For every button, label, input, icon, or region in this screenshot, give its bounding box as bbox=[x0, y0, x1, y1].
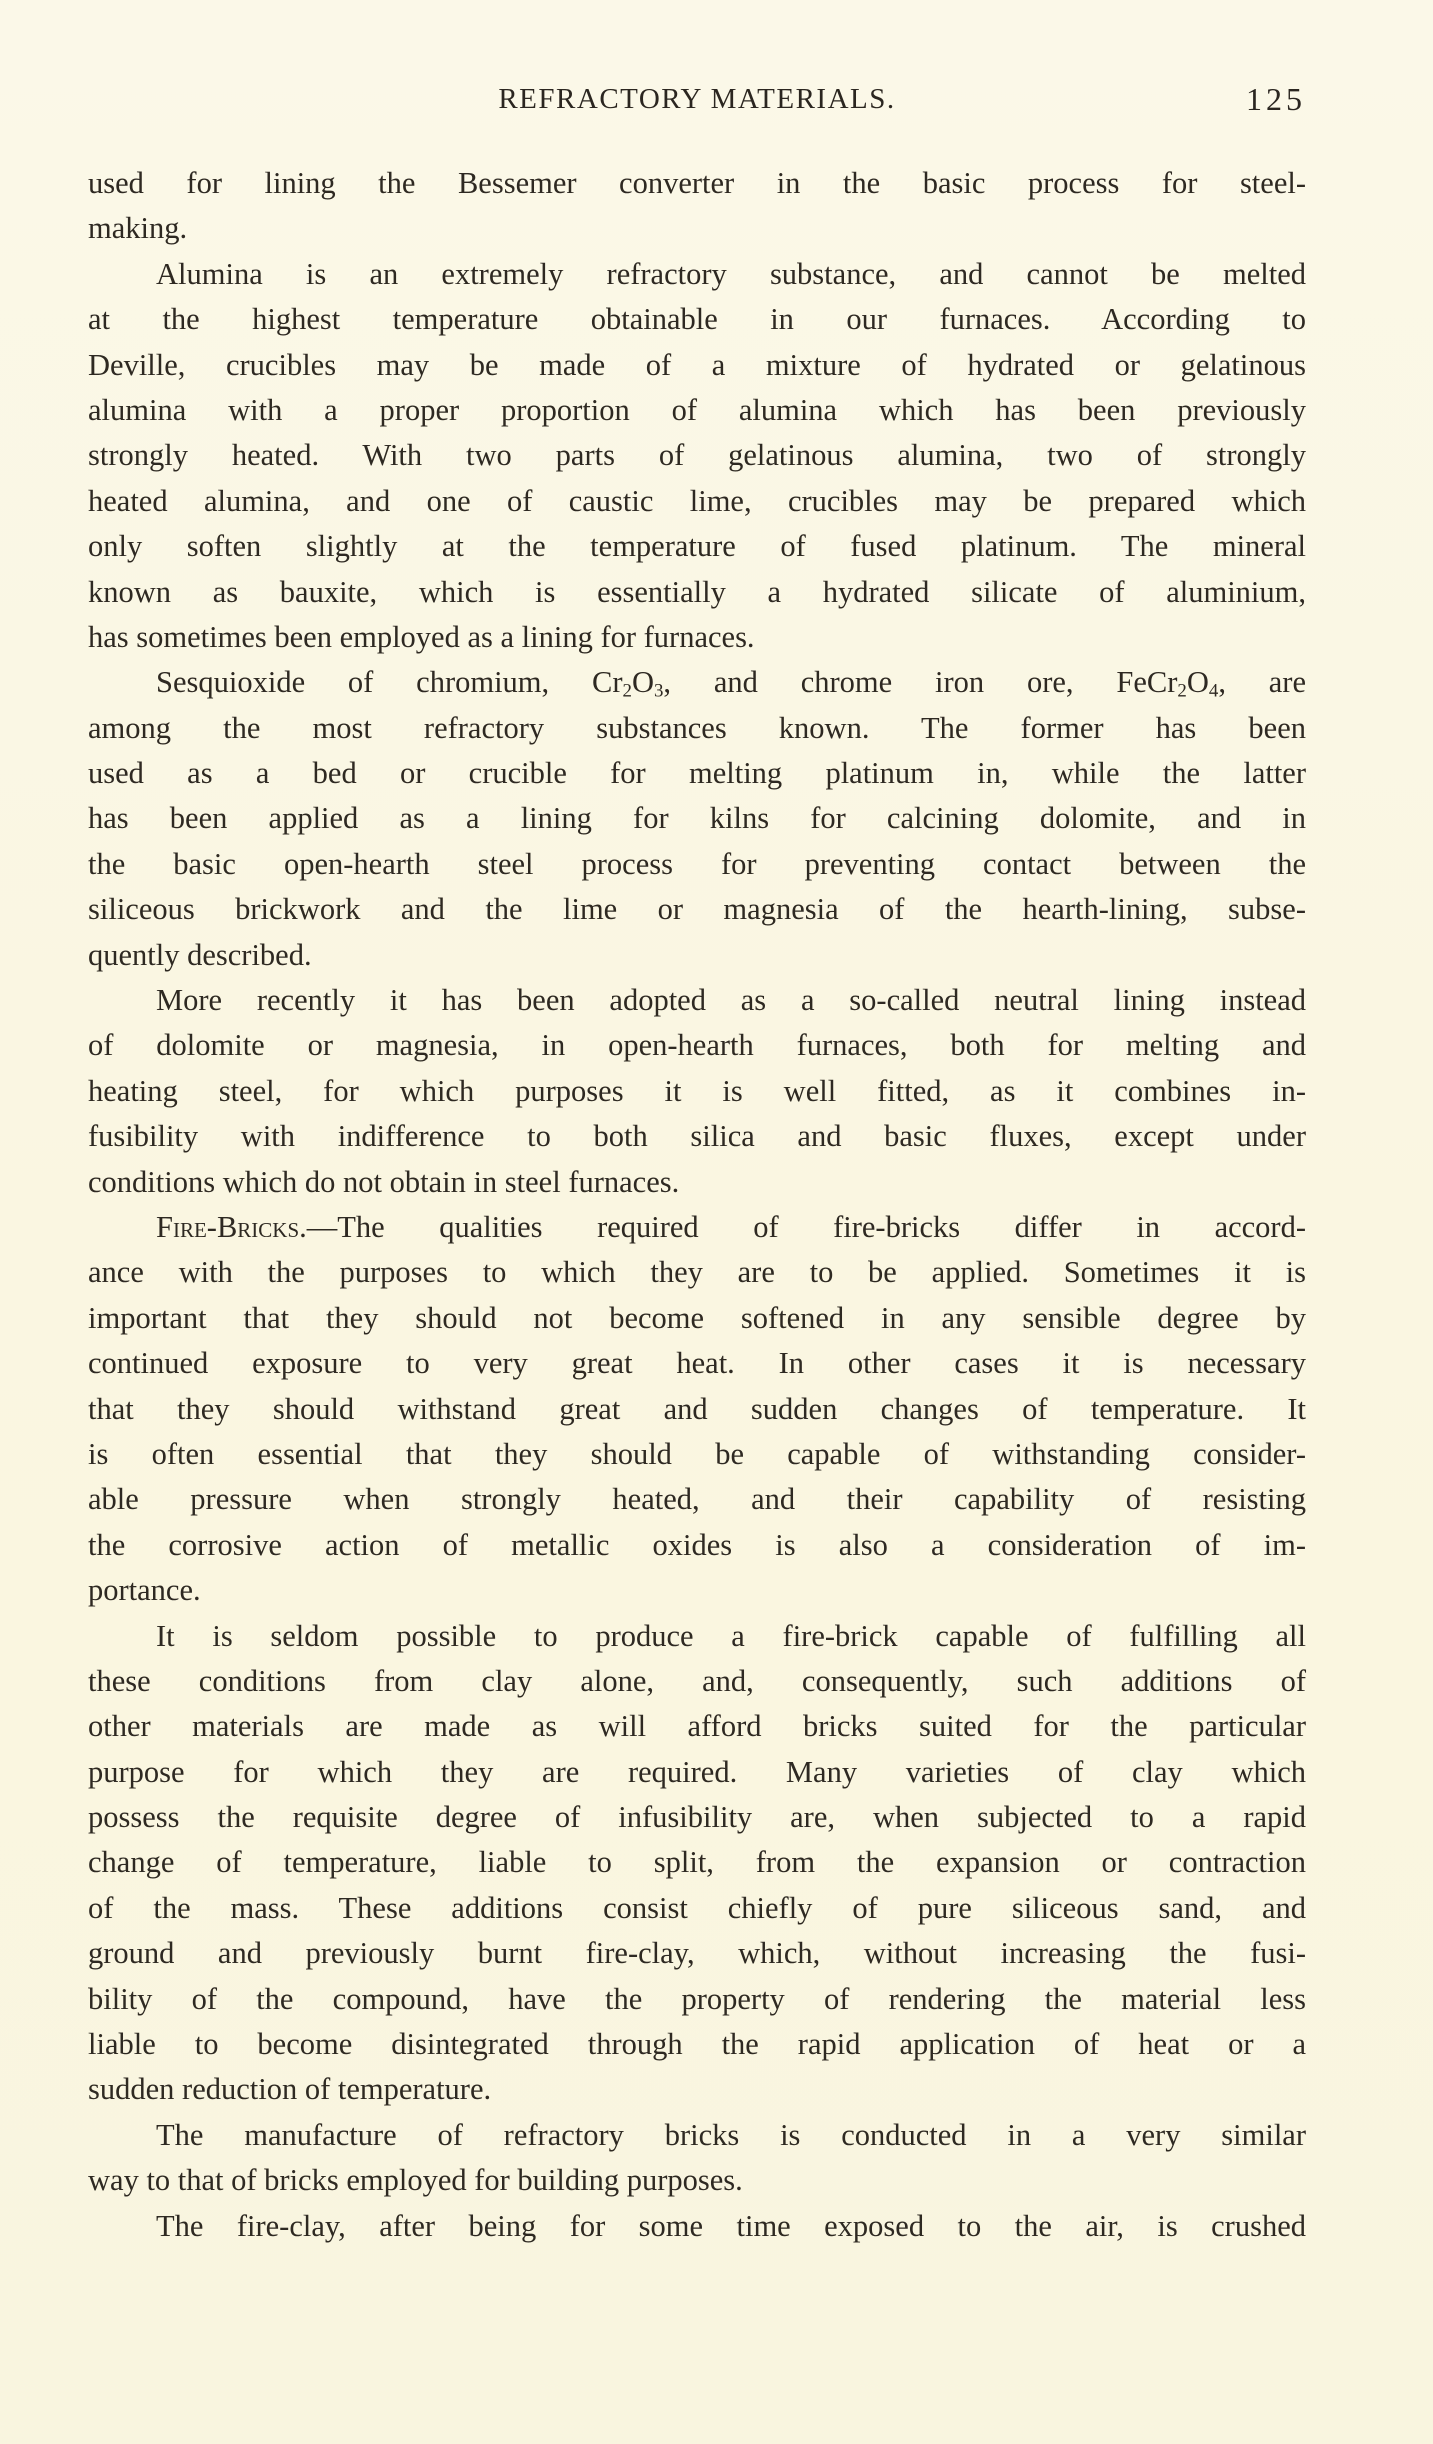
paragraph-fire-bricks bbox=[88, 1205, 1306, 1614]
text-line: It is seldom possible to produce a fire-brick capable of fulfilling all bbox=[156, 1618, 1306, 1653]
text-line: of the mass. These additions consist chiefly of pure siliceous sand, and bbox=[88, 1890, 1306, 1925]
subscript: 3 bbox=[653, 681, 664, 703]
subscript: 2 bbox=[1177, 681, 1187, 703]
running-title: REFRACTORY MATERIALS. bbox=[498, 83, 896, 115]
formula-text: Sesquioxide of chromium, Cr bbox=[156, 665, 623, 700]
formula-text: , and chrome iron ore, FeCr bbox=[663, 665, 1178, 700]
paragraph-alumina bbox=[88, 252, 1306, 661]
text-line: way to that of bricks employed for building purposes. bbox=[88, 2163, 743, 2198]
text-line-formula bbox=[88, 660, 1306, 705]
page-number: 125 bbox=[1246, 81, 1306, 117]
text-line: that they should withstand great and sudden changes of temperature. It bbox=[88, 1391, 1306, 1426]
text-line: has sometimes been employed as a lining for furnaces. bbox=[88, 619, 755, 654]
paragraph-fire-clay bbox=[88, 2204, 1306, 2249]
text-line: change of temperature, liable to split, from the expansion or contraction bbox=[88, 1845, 1306, 1880]
paragraph-chromium bbox=[88, 660, 1306, 978]
text-line: strongly heated. With two parts of gelatinous alumina, two of strongly bbox=[88, 438, 1306, 473]
text-line: quently described. bbox=[88, 937, 312, 972]
text-line: ance with the purposes to which they are to be applied. Sometimes it is bbox=[88, 1255, 1306, 1290]
text-line: fusibility with indifference to both silica and basic fluxes, except under bbox=[88, 1119, 1306, 1154]
text-line: known as bauxite, which is essentially a hydrated silicate of aluminium, bbox=[88, 574, 1306, 609]
paragraph-manufacture bbox=[88, 2113, 1306, 2204]
text-line: at the highest temperature obtainable in our furnaces. According to bbox=[88, 302, 1306, 337]
text-line: conditions which do not obtain in steel furnaces. bbox=[88, 1164, 680, 1199]
subscript: 2 bbox=[622, 681, 632, 703]
formula-text: O bbox=[631, 665, 654, 700]
text-line: bility of the compound, have the property of rendering the material less bbox=[88, 1981, 1306, 2016]
text-line: is often essential that they should be capable of withstanding consider- bbox=[88, 1436, 1306, 1471]
text-line: able pressure when strongly heated, and their capability of resisting bbox=[88, 1482, 1306, 1517]
text-line: alumina with a proper proportion of alumina which has been previously bbox=[88, 392, 1306, 427]
text-line: heated alumina, and one of caustic lime, crucibles may be prepared which bbox=[88, 483, 1306, 518]
running-head bbox=[88, 83, 1306, 123]
formula-text: O bbox=[1186, 665, 1209, 700]
text-line: Alumina is an extremely refractory substance, and cannot be melted bbox=[156, 256, 1306, 291]
subscript: 4 bbox=[1208, 681, 1219, 703]
text-line: important that they should not become softened in any sensible degree by bbox=[88, 1300, 1306, 1335]
text-line: possess the requisite degree of infusibility are, when subjected to a rapid bbox=[88, 1800, 1306, 1835]
text-line: the basic open-hearth steel process for preventing contact between the bbox=[88, 846, 1306, 881]
text-line: making. bbox=[88, 211, 188, 246]
text-line: other materials are made as will afford bricks suited for the particular bbox=[88, 1709, 1306, 1744]
formula-text: , are bbox=[1218, 665, 1306, 700]
text-line: used for lining the Bessemer converter in the basic process for steel- bbox=[88, 166, 1306, 200]
text-line: More recently it has been adopted as a so-called neutral lining instead bbox=[156, 983, 1306, 1018]
paragraph-additions bbox=[88, 1614, 1306, 2113]
text-line: these conditions from clay alone, and, consequently, such additions of bbox=[88, 1663, 1306, 1698]
text-line: siliceous brickwork and the lime or magnesia of the hearth-lining, subse- bbox=[88, 892, 1306, 927]
text-line: ground and previously burnt fire-clay, which, without increasing the fusi- bbox=[88, 1936, 1306, 1971]
text-line: continued exposure to very great heat. In other cases it is necessary bbox=[88, 1346, 1306, 1381]
text-line: among the most refractory substances known. The former has been bbox=[88, 710, 1306, 745]
text-line: Deville, crucibles may be made of a mixture of hydrated or gelatinous bbox=[88, 347, 1306, 382]
text-line: of dolomite or magnesia, in open-hearth furnaces, both for melting and bbox=[88, 1028, 1306, 1063]
text-line: sudden reduction of temperature. bbox=[88, 2072, 492, 2107]
text-line: the corrosive action of metallic oxides is also a consideration of im- bbox=[88, 1527, 1306, 1562]
heading-rest: —The qualities required of fire-bricks differ in accord- bbox=[306, 1209, 1306, 1244]
text-line: The manufacture of refractory bricks is conducted in a very similar bbox=[156, 2117, 1306, 2152]
paragraph-neutral-lining bbox=[88, 978, 1306, 1205]
text-line: used as a bed or crucible for melting platinum in, while the latter bbox=[88, 756, 1306, 791]
text-line: portance. bbox=[88, 1573, 201, 1608]
text-line: heating steel, for which purposes it is well fitted, as it combines in- bbox=[88, 1073, 1306, 1108]
text-line: liable to become disintegrated through the rapid application of heat or a bbox=[88, 2027, 1306, 2062]
paragraph-continuation bbox=[88, 161, 1306, 252]
text-line: purpose for which they are required. Many varieties of clay which bbox=[88, 1754, 1306, 1789]
text-line: The fire-clay, after being for some time exposed to the air, is crushed bbox=[156, 2208, 1306, 2243]
text-line: has been applied as a lining for kilns for calcining dolomite, and in bbox=[88, 801, 1306, 836]
text-line-heading bbox=[88, 1205, 1306, 1250]
section-heading: Fire-Bricks. bbox=[156, 1209, 307, 1244]
text-line: only soften slightly at the temperature of fused platinum. The mineral bbox=[88, 529, 1306, 564]
body-text bbox=[88, 161, 1306, 2249]
